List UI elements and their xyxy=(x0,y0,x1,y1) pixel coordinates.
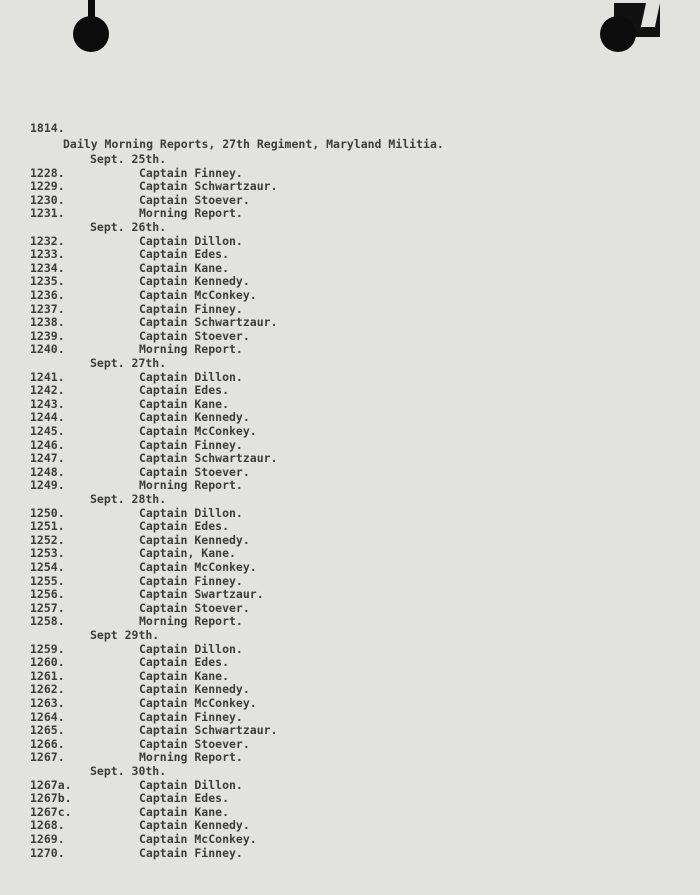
entry-text: Morning Report. xyxy=(139,342,243,357)
entry-number: 1256. xyxy=(30,587,65,602)
entry-text: Captain Dillon. xyxy=(139,369,243,384)
entry-text: Morning Report. xyxy=(139,478,243,493)
entry-number: 1235. xyxy=(30,274,65,289)
entry-text: Captain Kane. xyxy=(139,804,230,819)
entry-number: 1245. xyxy=(30,424,65,438)
entry-text: Captain Stoever. xyxy=(139,328,250,343)
punch-hole-left xyxy=(73,16,109,52)
entry-text: Captain, Kane. xyxy=(139,546,236,561)
entry-number: 1249. xyxy=(30,478,65,493)
entry-text: Captain Schwartzaur. xyxy=(139,179,278,194)
section-date: Sept. 25th. xyxy=(90,152,167,166)
entry-text: Captain McConkey. xyxy=(139,288,257,302)
entry-number: 1237. xyxy=(30,301,65,316)
entry-number: 1262. xyxy=(30,682,65,697)
entry-number: 1248. xyxy=(30,464,65,479)
page-number: 1814. xyxy=(30,121,65,135)
entry-number: 1241. xyxy=(30,369,65,384)
entry-number: 1228. xyxy=(30,165,65,180)
entry-text: Captain Dillon. xyxy=(139,641,243,656)
entry-number: 1255. xyxy=(30,573,65,588)
entry-number: 1242. xyxy=(30,383,65,398)
entry-number: 1229. xyxy=(30,179,65,194)
entry-number: 1247. xyxy=(30,451,65,466)
section-date: Sept. 30th. xyxy=(90,764,167,778)
entry-text: Captain Finney. xyxy=(139,845,243,860)
entry-text: Captain Stoever. xyxy=(139,600,250,615)
entry-number: 1233. xyxy=(30,247,65,262)
entry-text: Captain Finney. xyxy=(139,165,243,180)
entry-number: 1244. xyxy=(30,410,65,425)
entry-text: Captain Finney. xyxy=(139,709,243,724)
entry-text: Captain Edes. xyxy=(139,519,230,534)
entry-text: Captain Kane. xyxy=(139,668,230,683)
entry-text: Captain McConkey. xyxy=(139,424,257,438)
entry-text: Captain Swartzaur. xyxy=(139,587,264,602)
entry-number: 1238. xyxy=(30,315,65,330)
entry-text: Captain Kennedy. xyxy=(139,532,250,547)
entry-number: 1236. xyxy=(30,288,65,302)
entry-text: Captain Schwartzaur. xyxy=(139,315,278,330)
entry-number: 1239. xyxy=(30,328,65,343)
entry-text: Morning Report. xyxy=(139,206,243,221)
entry-text: Captain Kennedy. xyxy=(139,682,250,697)
entry-text: Captain Dillon. xyxy=(139,505,243,520)
section-date: Sept. 26th. xyxy=(90,220,167,234)
entry-number: 1230. xyxy=(30,192,65,207)
entry-number: 1240. xyxy=(30,342,65,357)
entry-number: 1252. xyxy=(30,532,65,547)
entry-number: 1263. xyxy=(30,696,65,710)
entry-text: Captain Edes. xyxy=(139,655,230,670)
entry-number: 1261. xyxy=(30,668,65,683)
entry-number: 1250. xyxy=(30,505,65,520)
entry-number: 1246. xyxy=(30,437,65,452)
entry-number: 1259. xyxy=(30,641,65,656)
punch-hole-right xyxy=(600,16,636,52)
document-title: Daily Morning Reports, 27th Regiment, Maryland Militia. xyxy=(63,137,444,151)
entry-number: 1232. xyxy=(30,233,65,248)
entry-number: 1264. xyxy=(30,709,65,724)
entry-text: Captain Finney. xyxy=(139,437,243,452)
entry-text: Captain Finney. xyxy=(139,301,243,316)
section-date: Sept. 27th. xyxy=(90,356,167,370)
entry-number: 1234. xyxy=(30,260,65,275)
section-date: Sept 29th. xyxy=(90,628,160,642)
entry-number: 1254. xyxy=(30,560,65,574)
entry-text: Captain Kennedy. xyxy=(139,274,250,289)
entry-number: 1270. xyxy=(30,845,65,860)
entry-number: 1267. xyxy=(30,750,65,765)
entry-number: 1267a. xyxy=(30,777,72,792)
entry-text: Captain Stoever. xyxy=(139,464,250,479)
entry-number: 1267c. xyxy=(30,804,72,819)
entry-text: Captain Dillon. xyxy=(139,777,243,792)
section-date: Sept. 28th. xyxy=(90,492,167,506)
entry-text: Captain McConkey. xyxy=(139,560,257,574)
entry-number: 1253. xyxy=(30,546,65,561)
entry-text: Captain Edes. xyxy=(139,383,230,398)
entry-number: 1267b. xyxy=(30,791,72,806)
entry-text: Morning Report. xyxy=(139,614,243,629)
entry-text: Captain Edes. xyxy=(139,247,230,262)
entry-number: 1251. xyxy=(30,519,65,534)
entry-text: Captain Finney. xyxy=(139,573,243,588)
entry-text: Captain Kennedy. xyxy=(139,818,250,833)
entry-text: Captain Schwartzaur. xyxy=(139,451,278,466)
entry-number: 1258. xyxy=(30,614,65,629)
entry-text: Captain Stoever. xyxy=(139,192,250,207)
entry-number: 1265. xyxy=(30,723,65,738)
entry-text: Captain Kennedy. xyxy=(139,410,250,425)
entry-text: Captain McConkey. xyxy=(139,832,257,846)
entry-text: Captain Kane. xyxy=(139,396,230,411)
entry-number: 1243. xyxy=(30,396,65,411)
entry-number: 1260. xyxy=(30,655,65,670)
entry-text: Morning Report. xyxy=(139,750,243,765)
entry-text: Captain McConkey. xyxy=(139,696,257,710)
entry-text: Captain Schwartzaur. xyxy=(139,723,278,738)
entry-text: Captain Kane. xyxy=(139,260,230,275)
entry-text: Captain Stoever. xyxy=(139,736,250,751)
entry-text: Captain Dillon. xyxy=(139,233,243,248)
entry-number: 1268. xyxy=(30,818,65,833)
entry-number: 1257. xyxy=(30,600,65,615)
entry-number: 1269. xyxy=(30,832,65,846)
entry-number: 1231. xyxy=(30,206,65,221)
entry-number: 1266. xyxy=(30,736,65,751)
entry-text: Captain Edes. xyxy=(139,791,230,806)
